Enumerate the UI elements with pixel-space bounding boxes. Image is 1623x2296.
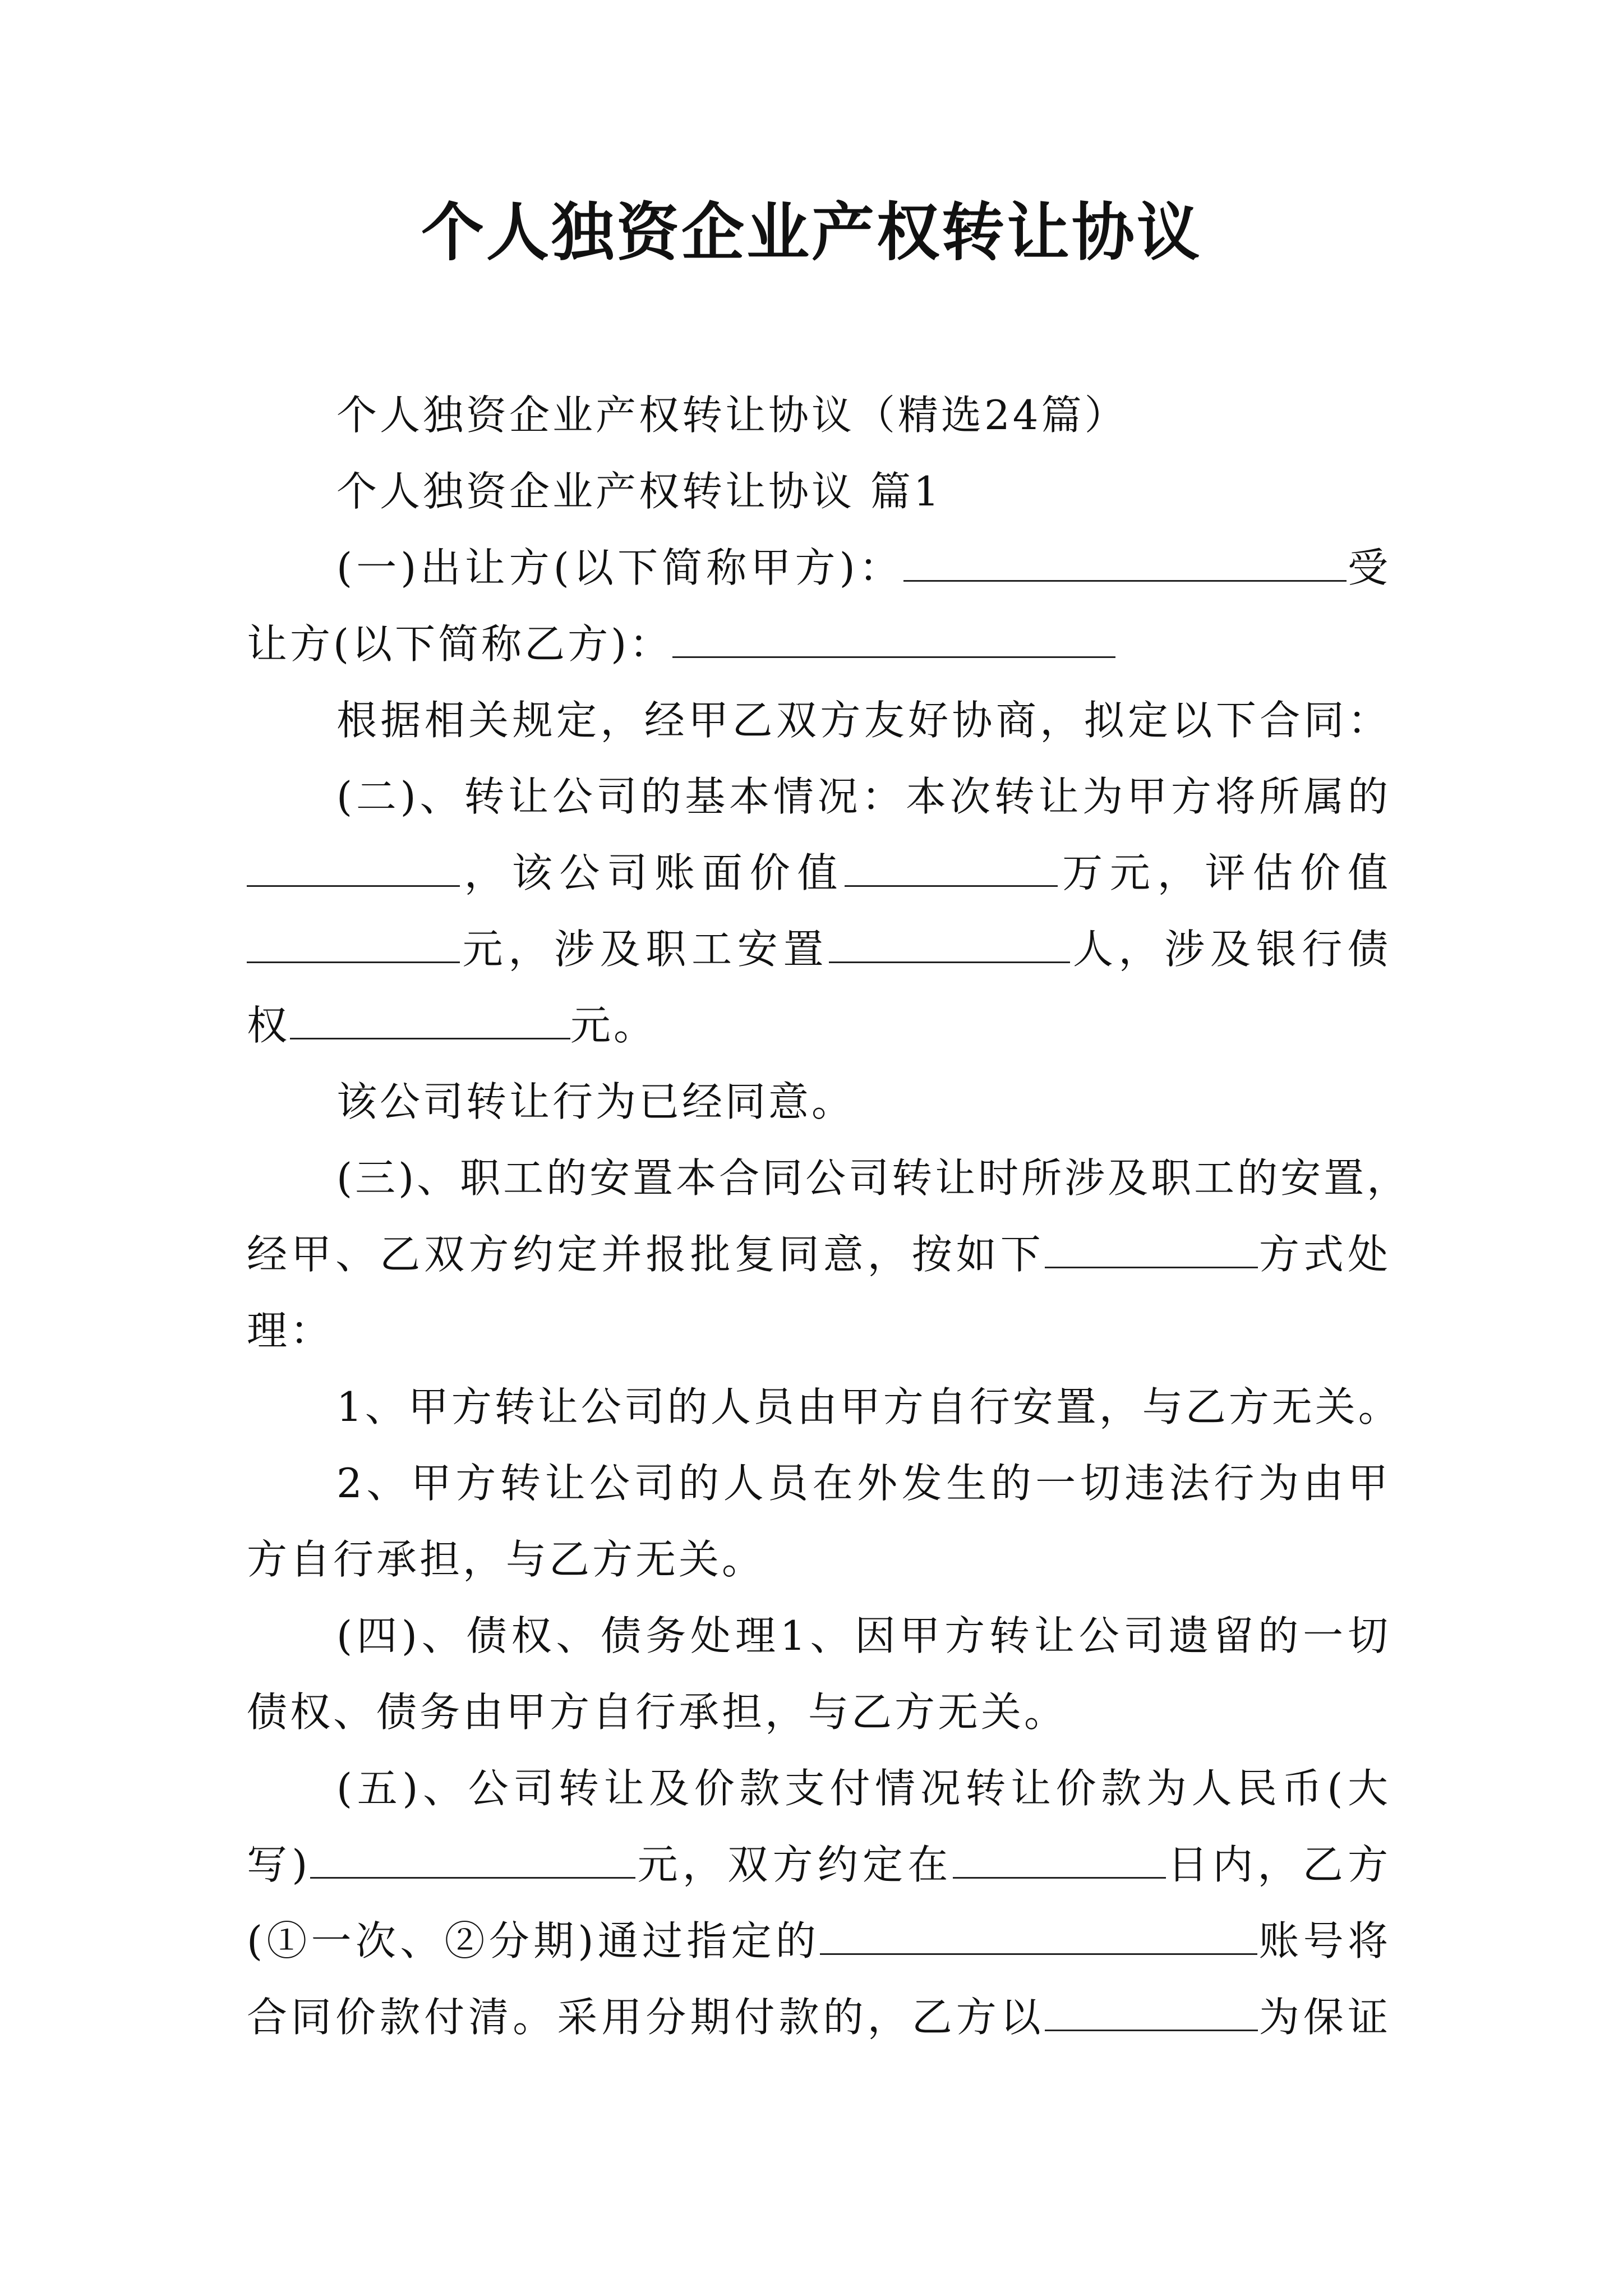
text-segment: 元，双方约定在 bbox=[635, 1841, 953, 1888]
paragraph-line bbox=[247, 845, 1391, 901]
paragraph-line bbox=[336, 769, 1391, 825]
text-segment: 个人独资企业产权转让协议（精选24篇） bbox=[336, 392, 1128, 439]
paragraph-line bbox=[247, 616, 1391, 672]
paragraph-line bbox=[247, 1303, 1391, 1359]
paragraph-line bbox=[247, 1531, 1391, 1588]
text-segment: 根据相关规定，经甲乙双方友好协商，拟定以下合同： bbox=[336, 697, 1391, 744]
fill-in-blank[interactable] bbox=[1045, 1993, 1258, 2031]
text-segment: 万元，评估价值 bbox=[1058, 849, 1391, 896]
fill-in-blank[interactable] bbox=[953, 1840, 1166, 1879]
subtitle-line bbox=[336, 387, 1391, 443]
text-segment: 元，涉及职工安置 bbox=[460, 926, 829, 973]
document-title: 个人独资企业产权转让协议 bbox=[421, 196, 1202, 269]
text-segment: 写) bbox=[247, 1841, 311, 1888]
text-segment: 为保证 bbox=[1257, 1994, 1391, 2041]
paragraph-line bbox=[336, 1760, 1391, 1816]
paragraph-line bbox=[247, 997, 1391, 1053]
text-segment: 个人独资企业产权转让协议 篇1 bbox=[336, 468, 942, 515]
text-segment: 经甲、乙双方约定并报批复同意，按如下 bbox=[247, 1231, 1045, 1278]
fill-in-blank[interactable] bbox=[829, 924, 1070, 963]
text-segment: 元。 bbox=[570, 1002, 657, 1049]
paragraph-line bbox=[336, 1150, 1410, 1206]
paragraph-line bbox=[247, 1226, 1391, 1282]
text-segment: 合同价款付清。采用分期付款的，乙方以 bbox=[247, 1994, 1045, 2041]
fill-in-blank[interactable] bbox=[903, 543, 1347, 582]
text-segment: 1、甲方转让公司的人员由甲方自行安置，与乙方无关。 bbox=[336, 1383, 1401, 1430]
text-segment: 理： bbox=[247, 1307, 334, 1354]
list-item bbox=[336, 1379, 1401, 1435]
text-segment: (三)、职工的安置本合同公司转让时所涉及职工的安置， bbox=[336, 1154, 1410, 1202]
section-heading-line bbox=[336, 463, 1391, 519]
text-segment: 让方(以下简称乙方)： bbox=[247, 620, 673, 668]
text-segment: 方自行承担，与乙方无关。 bbox=[247, 1536, 766, 1583]
paragraph-line bbox=[336, 540, 1391, 596]
paragraph-line bbox=[336, 1074, 1391, 1130]
text-segment: 人，涉及银行债 bbox=[1070, 926, 1391, 973]
text-segment: 债权、债务由甲方自行承担，与乙方无关。 bbox=[247, 1688, 1068, 1736]
text-segment: (一)出让方(以下简称甲方)： bbox=[336, 544, 903, 591]
fill-in-blank[interactable] bbox=[1045, 1230, 1258, 1268]
fill-in-blank[interactable] bbox=[310, 1840, 635, 1879]
paragraph-line bbox=[247, 921, 1391, 977]
fill-in-blank[interactable] bbox=[672, 619, 1115, 658]
paragraph-line bbox=[247, 1684, 1391, 1740]
fill-in-blank[interactable] bbox=[290, 1001, 570, 1039]
text-segment: 该公司转让行为已经同意。 bbox=[336, 1078, 855, 1125]
text-segment: (四)、债权、债务处理1、因甲方转让公司遗留的一切 bbox=[336, 1612, 1391, 1659]
fill-in-blank[interactable] bbox=[247, 924, 460, 963]
paragraph-line bbox=[336, 1608, 1391, 1664]
paragraph-line bbox=[247, 1913, 1391, 1969]
text-segment: (①一次、②分期)通过指定的 bbox=[247, 1917, 820, 1964]
text-segment: 2、甲方转让公司的人员在外发生的一切违法行为由甲 bbox=[336, 1460, 1391, 1507]
text-segment: 权 bbox=[247, 1002, 291, 1049]
text-segment: ，该公司账面价值 bbox=[460, 849, 845, 896]
fill-in-blank[interactable] bbox=[247, 848, 460, 887]
text-segment: 账号将 bbox=[1257, 1917, 1391, 1964]
text-segment: (五)、公司转让及价款支付情况转让价款为人民币(大 bbox=[336, 1765, 1391, 1812]
fill-in-blank[interactable] bbox=[820, 1916, 1257, 1955]
list-item bbox=[336, 1455, 1391, 1511]
text-segment: 受 bbox=[1346, 544, 1391, 591]
text-segment: 日内，乙方 bbox=[1165, 1841, 1391, 1888]
paragraph-line bbox=[247, 1837, 1391, 1893]
paragraph-line bbox=[336, 692, 1391, 748]
fill-in-blank[interactable] bbox=[845, 848, 1058, 887]
text-segment: 方式处 bbox=[1257, 1231, 1391, 1278]
paragraph-line bbox=[247, 1989, 1391, 2045]
text-segment: (二)、转让公司的基本情况：本次转让为甲方将所属的 bbox=[336, 773, 1391, 820]
